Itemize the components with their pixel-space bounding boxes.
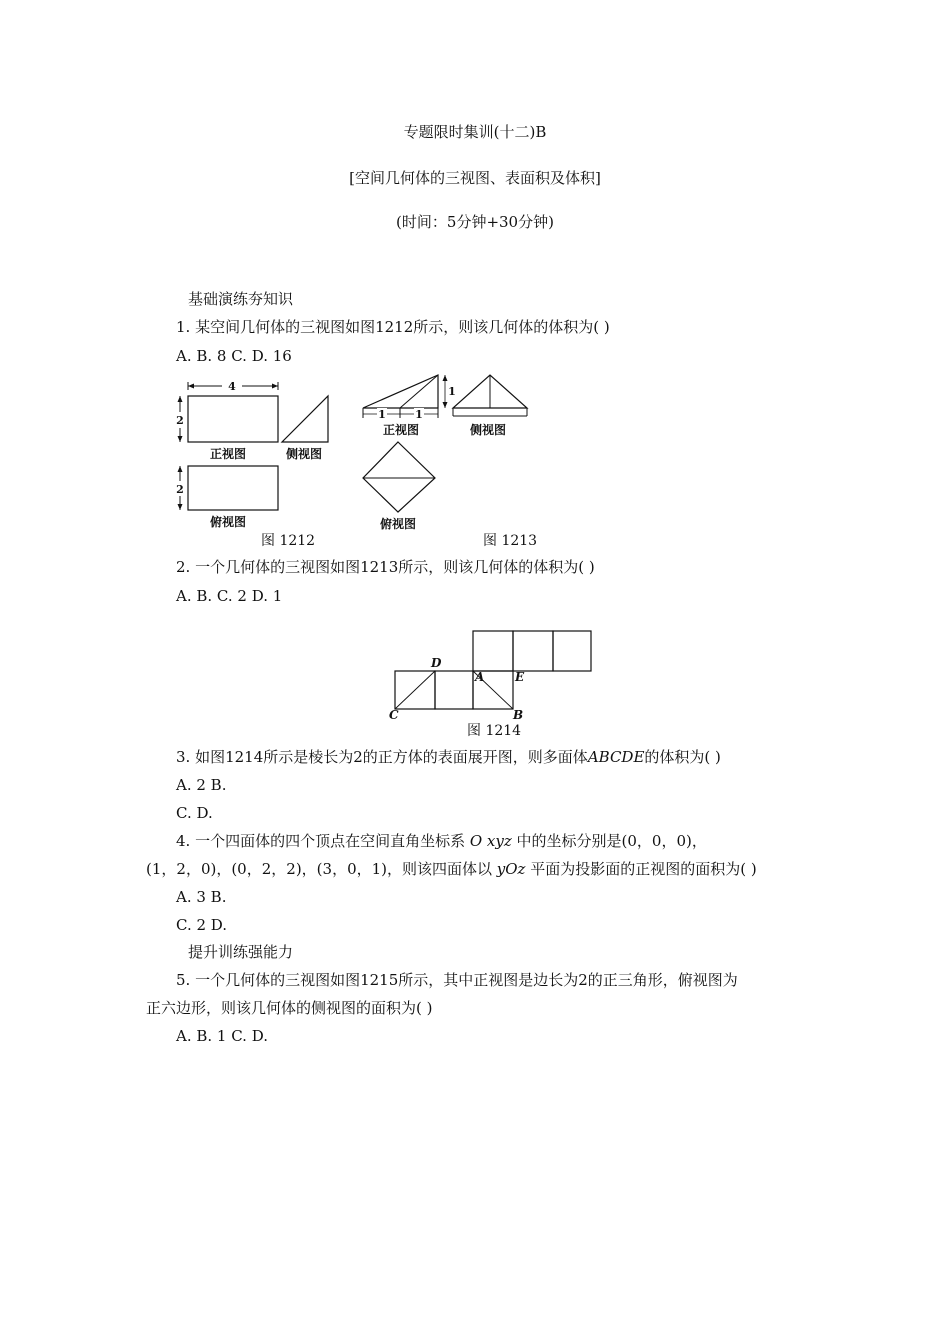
figure-1214-caption: 图 1214 [467,723,522,739]
question-4-options-2: C. 2 D. [176,916,228,934]
fig1214-point-a: A [475,670,485,684]
question-4-options-1: A. 3 B. [176,888,227,906]
question-1-options: A. B. 8 C. D. 16 [176,347,292,365]
fig1213-dim-b: 1 [415,408,423,421]
fig1213-front-triangle [363,375,438,408]
question-3-options-2: C. D. [176,804,213,822]
question-5-options: A. B. 1 C. D. [176,1027,268,1045]
question-2-stem: 2. 一个几何体的三视图如图1213所示，则该几何体的体积为( ) [176,558,595,576]
fig1214-point-d: D [431,656,442,670]
fig1212-side-triangle [282,396,328,442]
fig1214-point-c: C [389,708,399,722]
question-4-line-2 [146,860,757,878]
question-4-line-1 [176,832,707,850]
fig1212-side-label: 侧视图 [285,447,323,461]
q4-l2-before: (1，2，0)，(0，2，2)，(3，0，1)，则该四面体以 [146,860,497,878]
fig1212-dim-width: 4 [228,380,236,393]
fig1213-top-label: 俯视图 [379,517,417,531]
figure-1213 [355,370,545,532]
fig1213-top-square [363,442,435,512]
fig1212-front-label: 正视图 [209,447,247,461]
q4-l1-before: 4. 一个四面体的四个顶点在空间直角坐标系 [176,832,470,850]
figure-1212 [170,378,340,528]
q3-text-after: 的体积为( ) [644,748,721,766]
section-basic-heading: 基础演练夯知识 [188,290,294,308]
question-3-options-1: A. 2 B. [176,776,227,794]
page-title: 专题限时集训(十二)B [403,123,547,141]
figure-1214 [385,625,600,720]
fig1212-front-rect [188,396,278,442]
question-5-line-2: 正六边形，则该几何体的侧视图的面积为( ) [146,999,433,1017]
fig1212-top-label: 俯视图 [209,515,247,529]
fig1213-side-label: 侧视图 [469,423,507,437]
question-3-stem [176,748,721,766]
figure-1213-caption: 图 1213 [483,533,538,549]
fig1213-front-label: 正视图 [382,423,420,437]
page-subtitle: [空间几何体的三视图、表面积及体积] [349,169,601,187]
fig1212-dim-height-front: 2 [176,414,184,427]
time-note: (时间：5分钟+30分钟) [396,213,554,231]
question-5-line-1: 5. 一个几何体的三视图如图1215所示，其中正视图是边长为2的正三角形，俯视图为 [176,971,738,989]
q4-l1-var: O xyz [469,832,512,850]
question-2-options: A. B. C. 2 D. 1 [176,587,283,605]
q4-l2-after: 平面为投影面的正视图的面积为( ) [525,860,757,878]
q4-l1-after: 中的坐标分别是(0，0，0)， [511,832,707,850]
q3-text-before: 3. 如图1214所示是棱长为2的正方体的表面展开图，则多面体 [176,748,588,766]
fig1213-dim-a: 1 [378,408,386,421]
question-1-stem: 1. 某空间几何体的三视图如图1212所示，则该几何体的体积为( ) [176,318,610,336]
fig1213-dim-h: 1 [448,385,456,398]
section-advanced-heading: 提升训练强能力 [188,943,294,961]
q3-var: ABCDE [587,748,645,766]
fig1212-top-rect [188,466,278,510]
fig1214-point-e: E [515,670,525,684]
q4-l2-var: yOz [496,860,526,878]
fig1212-dim-height-top: 2 [176,483,184,496]
figure-1212-caption: 图 1212 [261,533,316,549]
fig1214-point-b: B [513,708,524,722]
